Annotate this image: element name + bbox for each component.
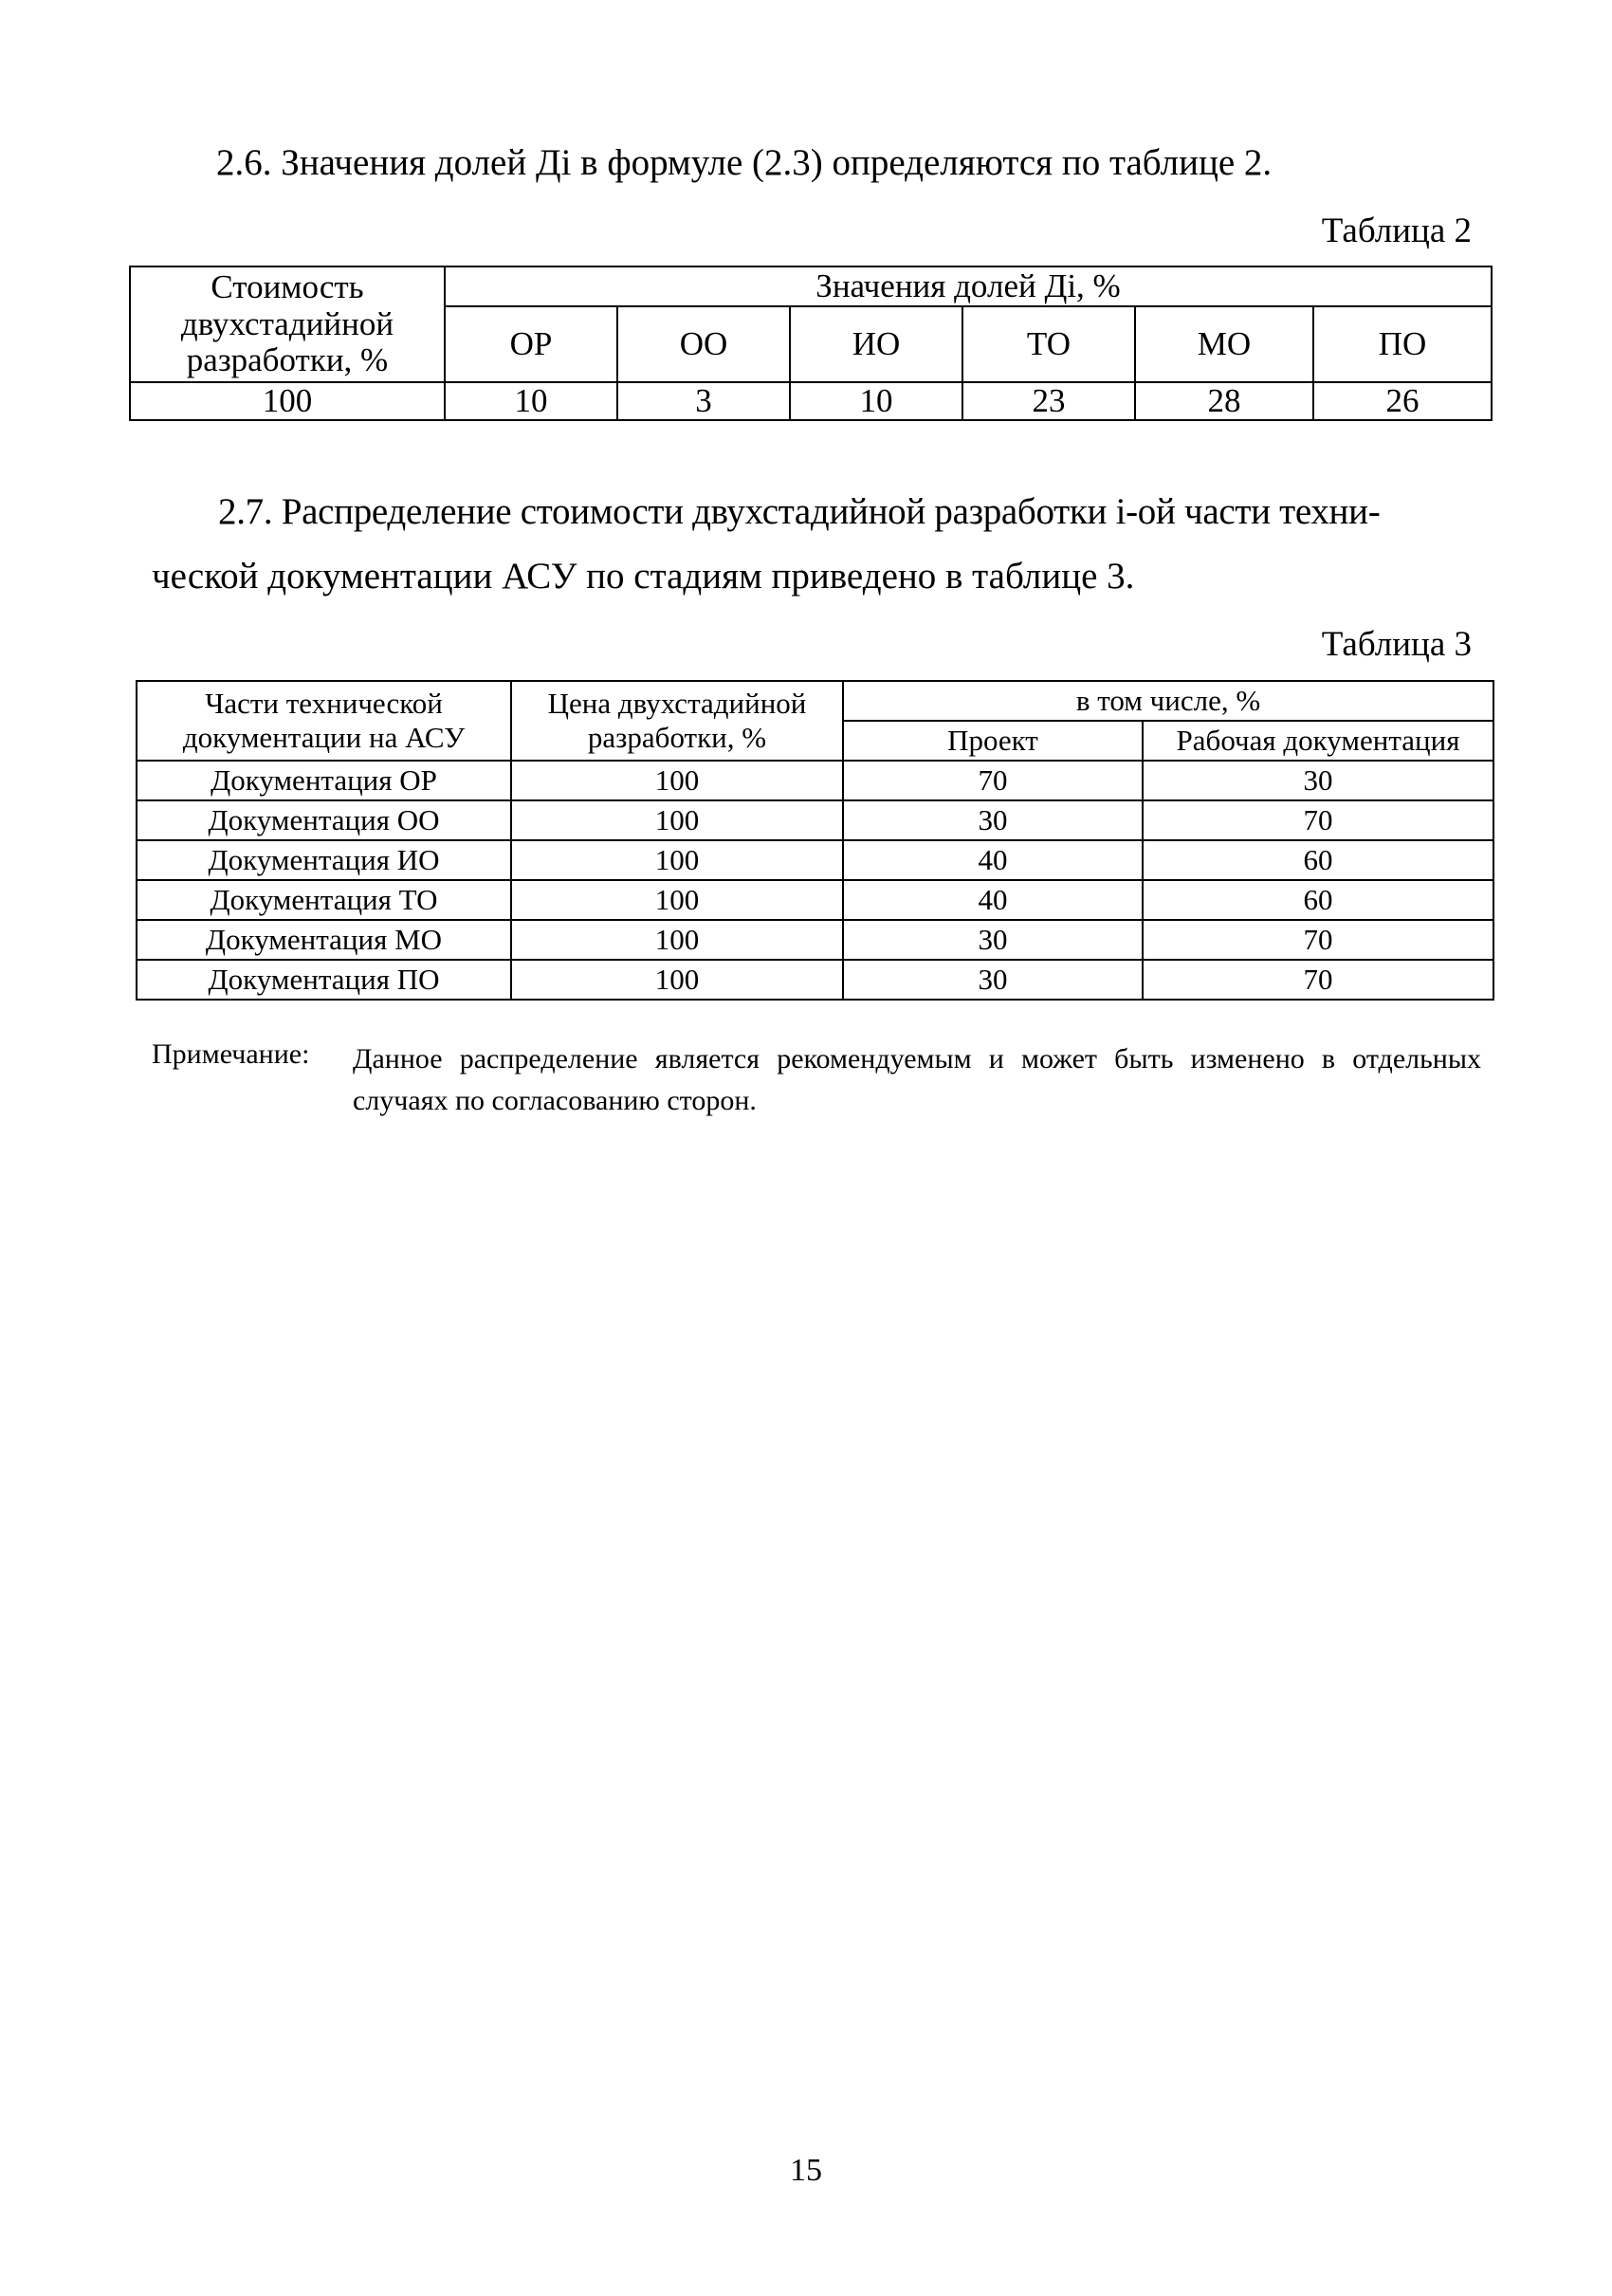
- table-3-cell-part: Документация ТО: [137, 880, 511, 920]
- table-2-cell: 3: [617, 382, 790, 420]
- note-label: Примечание:: [152, 1038, 310, 1070]
- table-3-cell-part: Документация ПО: [137, 960, 511, 1000]
- section-2-7-line-2: ческой документации АСУ по стадиям приведено в таблице 3.: [152, 556, 1135, 597]
- table-row: [137, 800, 1493, 840]
- table-2: [129, 266, 1493, 421]
- table-3-cell-working: 30: [1143, 761, 1493, 800]
- table-2-cell: 10: [790, 382, 962, 420]
- table-3-cell-working: 70: [1143, 920, 1493, 960]
- table-3-cell-price: 100: [511, 800, 843, 840]
- page-number: 15: [790, 2153, 822, 2188]
- table-2-caption: Таблица 2: [1321, 211, 1472, 250]
- table-2-cell: 28: [1135, 382, 1313, 420]
- table-3-cell-project: 40: [843, 840, 1143, 880]
- table-row: [137, 880, 1493, 920]
- table-row: [137, 920, 1493, 960]
- table-2-column-header: ТО: [962, 306, 1135, 382]
- section-2-7-line-1: 2.7. Распределение стоимости двухстадийной разработки i-ой части техни-: [218, 491, 1381, 532]
- table-3-cell-part: Документация ИО: [137, 840, 511, 880]
- table-row: [137, 761, 1493, 800]
- table-2-column-header: ИО: [790, 306, 962, 382]
- table-3-cell-project: 30: [843, 960, 1143, 1000]
- table-3-cell-part: Документация ОО: [137, 800, 511, 840]
- table-3-header-including: в том числе, %: [843, 681, 1493, 721]
- table-2-column-header: МО: [1135, 306, 1313, 382]
- table-3-cell-price: 100: [511, 840, 843, 880]
- table-2-header-cost: Стоимость двухстадийной разработки, %: [130, 266, 445, 382]
- table-2-cell: 10: [445, 382, 617, 420]
- table-2-row: [130, 382, 1492, 420]
- table-3-cell-part: Документация МО: [137, 920, 511, 960]
- table-3-header-price: Цена двухстадийной разработки, %: [511, 681, 843, 761]
- table-3-cell-working: 60: [1143, 880, 1493, 920]
- table-3-header-parts: Части технической документации на АСУ: [137, 681, 511, 761]
- table-2-column-header: ОР: [445, 306, 617, 382]
- table-3-caption: Таблица 3: [1321, 625, 1472, 664]
- table-3-cell-project: 70: [843, 761, 1143, 800]
- table-3-cell-part: Документация ОР: [137, 761, 511, 800]
- table-row: [137, 840, 1493, 880]
- section-2-6-text: 2.6. Значения долей Дi в формуле (2.3) определяются по таблице 2.: [216, 142, 1273, 183]
- table-2-cell: 26: [1313, 382, 1492, 420]
- table-3-cell-price: 100: [511, 960, 843, 1000]
- table-3-cell-project: 30: [843, 920, 1143, 960]
- table-3-cell-working: 60: [1143, 840, 1493, 880]
- table-2-cell-cost: 100: [130, 382, 445, 420]
- table-2-column-header: ПО: [1313, 306, 1492, 382]
- table-3-header-project: Проект: [843, 721, 1143, 761]
- note-text: Данное распределение является рекомендуемым и может быть изменено в отдельных случаях по согласованию сторон.: [353, 1043, 1481, 1116]
- table-2-column-header: ОО: [617, 306, 790, 382]
- table-3-header-working: Рабочая документация: [1143, 721, 1493, 761]
- table-3-cell-project: 30: [843, 800, 1143, 840]
- table-3-cell-project: 40: [843, 880, 1143, 920]
- table-2-header-shares: Значения долей Дi, %: [445, 266, 1492, 306]
- table-3-cell-price: 100: [511, 761, 843, 800]
- table-3-cell-price: 100: [511, 920, 843, 960]
- table-row: [137, 960, 1493, 1000]
- table-3: [136, 680, 1494, 1001]
- table-3-cell-working: 70: [1143, 960, 1493, 1000]
- table-3-cell-price: 100: [511, 880, 843, 920]
- table-3-cell-working: 70: [1143, 800, 1493, 840]
- table-2-cell: 23: [962, 382, 1135, 420]
